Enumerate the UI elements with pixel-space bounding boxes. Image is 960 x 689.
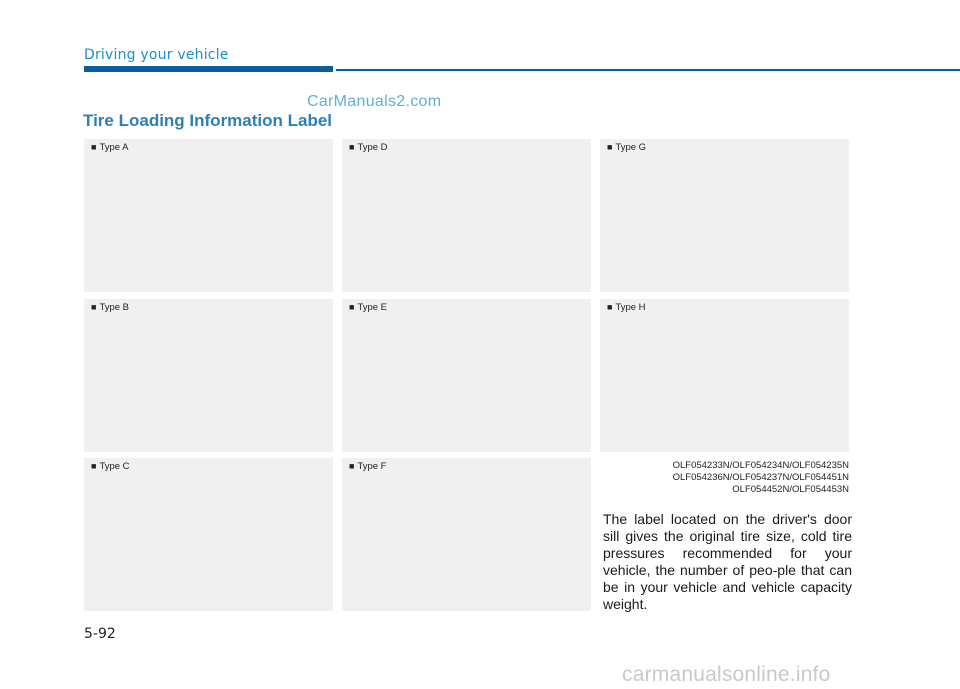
panel-label: ■ Type B <box>91 302 130 313</box>
square-bullet-icon: ■ <box>607 302 613 312</box>
square-bullet-icon: ■ <box>349 461 355 471</box>
panel-type-g <box>600 139 849 292</box>
panel-type-a <box>84 139 333 292</box>
image-code-line: OLF054236N/OLF054237N/OLF054451N <box>672 472 849 483</box>
watermark-top: CarManuals2.com <box>307 93 442 110</box>
panel-type-h <box>600 299 849 452</box>
panel-label: ■ Type E <box>349 302 388 313</box>
image-code-line: OLF054452N/OLF054453N <box>732 484 849 495</box>
description-text: The label located on the driver's door sill gives the original tire size, cold tire pressures recommended for your vehicle, the number of peo-ple that can be in your vehicle and vehicle capacity weight. <box>603 511 852 612</box>
header-rule-thick <box>84 66 333 72</box>
panel-label: ■ Type H <box>607 302 646 313</box>
panel-label: ■ Type C <box>91 461 130 472</box>
panel-label: ■ Type F <box>349 461 387 472</box>
image-code-line: OLF054233N/OLF054234N/OLF054235N <box>672 460 849 471</box>
panel-label: ■ Type A <box>91 142 129 153</box>
watermark-bottom: carmanualsonline.info <box>622 663 831 686</box>
page-title: Tire Loading Information Label <box>83 111 333 130</box>
square-bullet-icon: ■ <box>91 461 97 471</box>
section-header: Driving your vehicle <box>84 47 229 63</box>
square-bullet-icon: ■ <box>607 142 613 152</box>
panel-type-c <box>84 458 333 611</box>
square-bullet-icon: ■ <box>349 302 355 312</box>
square-bullet-icon: ■ <box>91 302 97 312</box>
panel-type-d <box>342 139 591 292</box>
panel-type-f <box>342 458 591 611</box>
image-codes <box>600 460 849 496</box>
panel-type-b <box>84 299 333 452</box>
page-number: 5-92 <box>84 626 116 642</box>
panel-type-e <box>342 299 591 452</box>
square-bullet-icon: ■ <box>91 142 97 152</box>
panel-label: ■ Type D <box>349 142 388 153</box>
header-rule-thin <box>336 69 960 71</box>
square-bullet-icon: ■ <box>349 142 355 152</box>
panel-label: ■ Type G <box>607 142 647 153</box>
